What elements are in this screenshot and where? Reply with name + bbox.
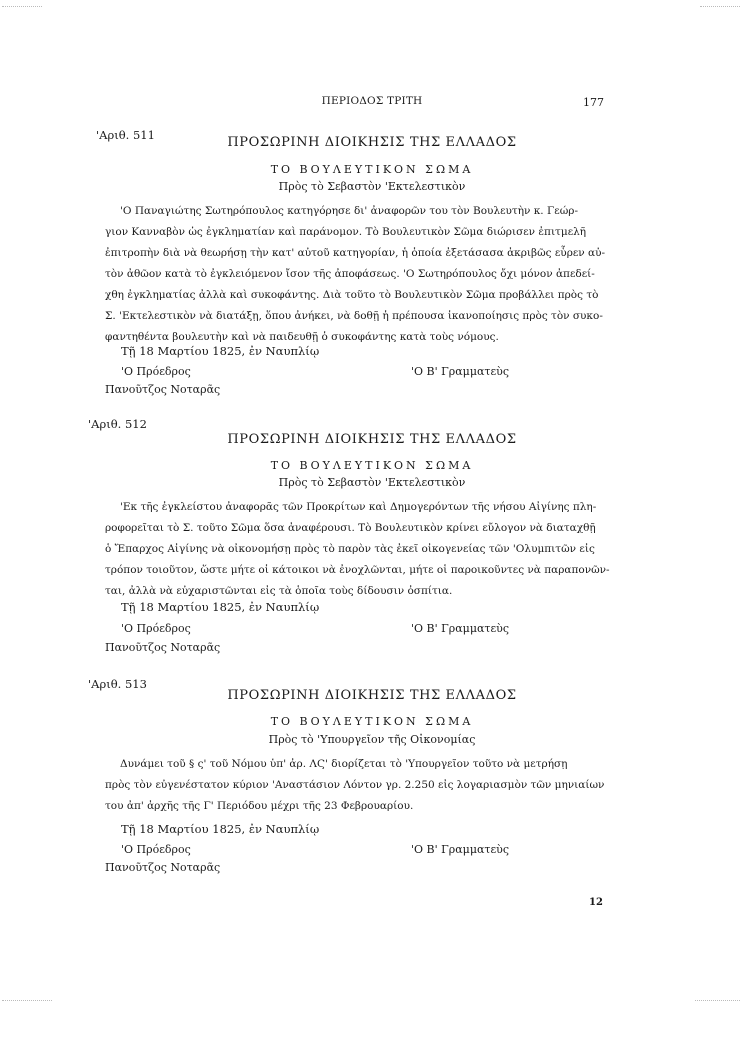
- crop-mark-bottom-left: [2, 1000, 52, 1001]
- document-heading: ΠΡΟΣΩΡΙΝΗ ΔΙΟΙΚΗΣΙΣ ΤΗΣ ΕΛΛΑΔΟΣ: [227, 135, 517, 150]
- addressee: Πρὸς τὸ 'Υπουργεῖον τῆς Οἰκονομίας: [268, 733, 476, 746]
- president-title: 'Ο Πρόεδρος: [121, 365, 191, 378]
- document-number: 'Αριθ. 511: [96, 128, 155, 142]
- body-title: ΤΟ ΒΟΥΛΕΥΤΙΚΟΝ ΣΩΜΑ: [270, 163, 474, 176]
- text-line: 'Ο Παναγιώτης Σωτηρόπουλος κατηγόρησε δι' ἀναφορῶν του τὸν Βουλευτὴν κ. Γεώρ-: [120, 205, 578, 217]
- running-title: ΠΕΡΙΟΔΟΣ ΤΡΙΤΗ: [321, 95, 423, 107]
- document-heading: ΠΡΟΣΩΡΙΝΗ ΔΙΟΙΚΗΣΙΣ ΤΗΣ ΕΛΛΑΔΟΣ: [227, 432, 517, 447]
- body-title: ΤΟ ΒΟΥΛΕΥΤΙΚΟΝ ΣΩΜΑ: [270, 715, 474, 728]
- text-line: χθη ἐγκληματίας ἀλλὰ καὶ συκοφάντης. Διὰ τοῦτο τὸ Βουλευτικὸν Σῶμα προβάλλει πρὸς τὸ: [105, 289, 599, 301]
- text-line: Δυνάμει τοῦ § ς' τοῦ Νόμου ὑπ' ἀρ. ΛϚ' διορίζεται τὸ 'Υπουργεῖον τοῦτο νὰ μετρήσῃ: [120, 758, 568, 770]
- text-line: γιον Κανναβὸν ὡς ἐγκληματίαν καὶ παράνομον. Τὸ Βουλευτικὸν Σῶμα διώρισεν ἐπιτμελῆ: [105, 226, 587, 238]
- addressee: Πρὸς τὸ Σεβαστὸν 'Εκτελεστικὸν: [278, 476, 466, 489]
- document-heading: ΠΡΟΣΩΡΙΝΗ ΔΙΟΙΚΗΣΙΣ ΤΗΣ ΕΛΛΑΔΟΣ: [227, 688, 517, 703]
- text-line: του ἀπ' ἀρχῆς τῆς Γ' Περιόδου μέχρι τῆς 23 Φεβρουαρίου.: [105, 800, 414, 812]
- document-number: 'Αριθ. 513: [88, 677, 147, 691]
- crop-mark-bottom-right: [695, 1000, 740, 1001]
- date-line: Τῇ 18 Μαρτίου 1825, ἐν Ναυπλίῳ: [121, 600, 320, 614]
- text-line: ἐπιτροπὴν διὰ νὰ θεωρήσῃ τὴν κατ' αὐτοῦ κατηγορίαν, ἡ ὁποία ἐξετάσασα ἀκριβῶς εὗρεν αὐ-: [105, 247, 606, 259]
- text-line: 'Εκ τῆς ἐγκλείστου ἀναφορᾶς τῶν Προκρίτων καὶ Δημογερόντων τῆς νήσου Αἰγίνης πλη-: [120, 501, 597, 513]
- document-number: 'Αριθ. 512: [88, 417, 147, 431]
- date-line: Τῇ 18 Μαρτίου 1825, ἐν Ναυπλίῳ: [121, 344, 320, 358]
- president-title: 'Ο Πρόεδρος: [121, 843, 191, 856]
- text-line: τρόπον τοιοῦτον, ὥστε μήτε οἱ κάτοικοι νὰ ἐνοχλῶνται, μήτε οἱ παροικοῦντες νὰ παραπονῶν-: [105, 564, 610, 576]
- secretary-title: 'Ο Β' Γραμματεὺς: [411, 365, 510, 378]
- text-line: φαντηθέντα βουλευτὴν καὶ νὰ παιδευθῇ ὁ συκοφάντης κατὰ τοὺς νόμους.: [105, 331, 499, 343]
- text-line: πρὸς τὸν εὐγενέστατον κύριον 'Αναστάσιον Λόντον γρ. 2.250 εἰς λογαριασμὸν τῶν μηνιαίων: [105, 779, 605, 791]
- president-name: Πανοῦτζος Νοταρᾶς: [105, 861, 221, 874]
- text-line: τὸν ἀθῶον κατὰ τὸ ἐγκλειόμενον ἴσον τῆς ἀποφάσεως. 'Ο Σωτηρόπουλος ὄχι μόνον ἀπεδεί-: [105, 268, 595, 280]
- president-name: Πανοῦτζος Νοταρᾶς: [105, 641, 221, 654]
- president-title: 'Ο Πρόεδρος: [121, 622, 191, 635]
- secretary-title: 'Ο Β' Γραμματεὺς: [411, 843, 510, 856]
- crop-mark-top-left: [2, 6, 42, 7]
- president-name: Πανοῦτζος Νοταρᾶς: [105, 383, 221, 396]
- secretary-title: 'Ο Β' Γραμματεὺς: [411, 622, 510, 635]
- addressee: Πρὸς τὸ Σεβαστὸν 'Εκτελεστικὸν: [278, 180, 466, 193]
- signature-mark: 12: [589, 897, 603, 908]
- crop-mark-top-right: [700, 6, 740, 7]
- page-number: 177: [583, 96, 604, 109]
- text-line: Σ. 'Εκτελεστικὸν νὰ διατάξῃ, ὅπου ἀνήκει, νὰ δοθῇ ἡ πρέπουσα ἱκανοποίησις πρὸς τὸν συκο-: [105, 310, 603, 322]
- date-line: Τῇ 18 Μαρτίου 1825, ἐν Ναυπλίῳ: [121, 822, 320, 836]
- text-line: ὁ Ἔπαρχος Αἰγίνης νὰ οἰκονομήσῃ πρὸς τὸ παρὸν τὰς ἐκεῖ οἰκογενείας τῶν 'Ολυμπιτῶν εἰς: [105, 543, 595, 555]
- body-title: ΤΟ ΒΟΥΛΕΥΤΙΚΟΝ ΣΩΜΑ: [270, 459, 474, 472]
- text-line: ροφορεῖται τὸ Σ. τοῦτο Σῶμα ὅσα ἀναφέρουσι. Τὸ Βουλευτικὸν κρίνει εὔλογον νὰ διαταχθῇ: [105, 522, 596, 534]
- text-line: ται, ἀλλὰ νὰ εὐχαριστῶνται εἰς τὰ ὁποῖα τοὺς δίδουσιν ὀσπίτια.: [105, 585, 453, 597]
